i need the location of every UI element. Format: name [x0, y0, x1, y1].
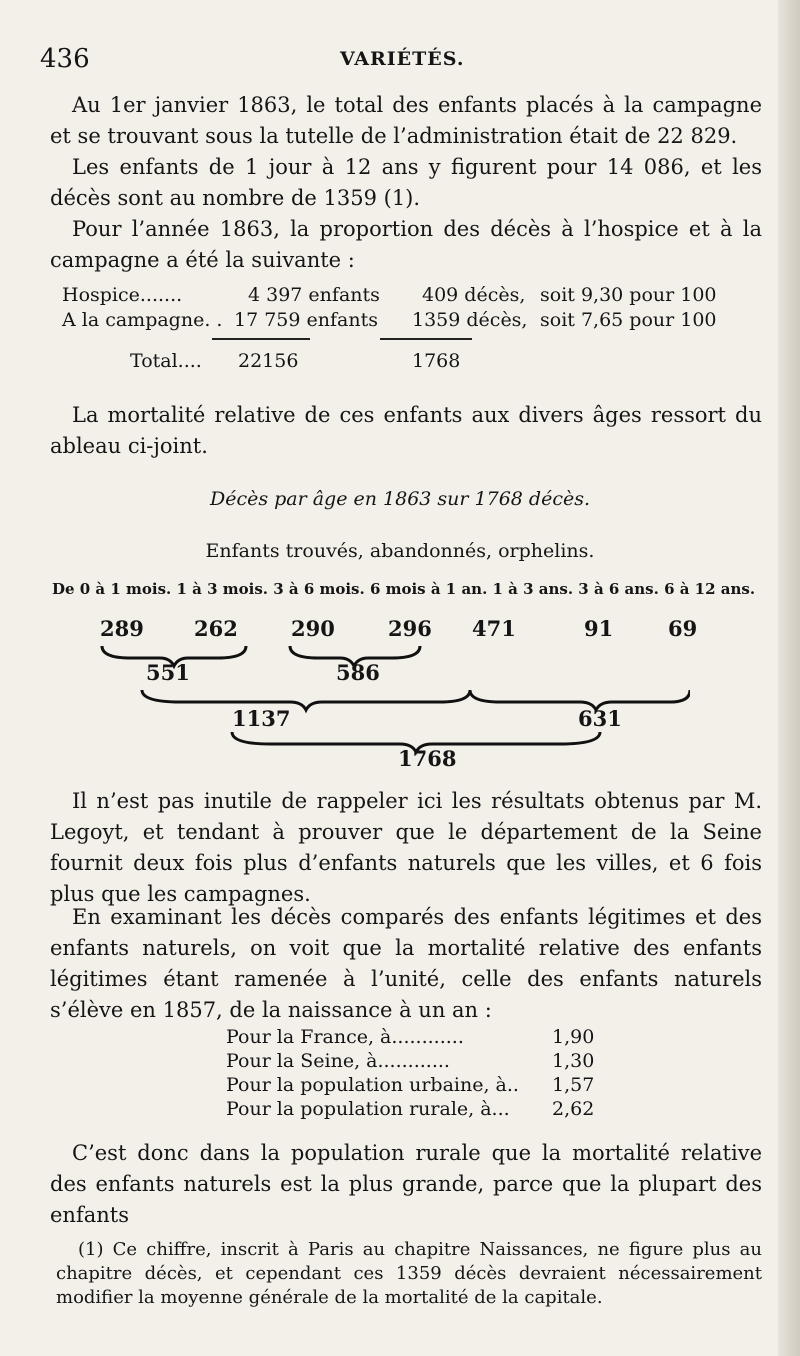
footnote: (1) Ce chiffre, inscrit à Paris au chapitre Naissances, ne figure plus au chapitre décès, et cependant ces 1359 décès devraient nécessairement modifier la moyenne générale de la mortalité de la capitale. [56, 1239, 762, 1308]
paragraph-2: Les enfants de 1 jour à 12 ans y figurent pour 14 086, et les décès sont au nombre de 1359 (1). [50, 155, 762, 210]
row-deces: 409 décès, [422, 284, 526, 306]
page-edge [778, 0, 800, 1356]
running-head: VARIÉTÉS. [340, 48, 465, 70]
age-value: 262 [194, 616, 238, 641]
ratio-label: Pour la Seine, à............ [226, 1050, 450, 1072]
row-deces: 1359 décès, [412, 309, 528, 331]
age-value: 91 [584, 616, 614, 641]
sum-rule [212, 338, 310, 340]
page-header [40, 44, 760, 78]
ratio-value: 1,57 [552, 1074, 595, 1096]
ratio-value: 1,90 [552, 1026, 595, 1048]
ratio-label: Pour la population rurale, à... [226, 1098, 510, 1120]
age-header: De 0 à 1 mois. 1 à 3 mois. 3 à 6 mois. 6 mois à 1 an. 1 à 3 ans. 3 à 6 ans. 6 à 12 ans. [52, 580, 756, 598]
row-enfants: 4 397 enfants [248, 284, 380, 306]
row-soit: soit 7,65 pour 100 [540, 309, 717, 331]
paragraph-5: Il n’est pas inutile de rappeler ici les résultats obtenus par M. Legoyt, et tendant à prouver que le département de la Seine fournit deux fois plus d’enfants naturels que les villes, et 6 fois plus que les campagnes. [50, 789, 762, 906]
total-label: Total.... [130, 350, 202, 372]
paragraph-6: En examinant les décès comparés des enfants légitimes et des enfants naturels, on voit que la mortalité relative des enfants légitimes étant ramenée à l’unité, celle des enfants naturels s’élève en 1857, de la naissance à un an : [50, 905, 762, 1022]
sum-rule [380, 338, 472, 340]
row-label: Hospice....... [62, 284, 183, 306]
row-soit: soit 9,30 pour 100 [540, 284, 717, 306]
group-total: 631 [578, 706, 622, 731]
total-enfants: 22156 [238, 350, 299, 372]
group-total: 1137 [232, 706, 291, 731]
ratio-label: Pour la population urbaine, à.. [226, 1074, 519, 1096]
age-value: 289 [100, 616, 144, 641]
ratio-value: 2,62 [552, 1098, 595, 1120]
row-label: A la campagne. . [62, 309, 223, 331]
age-value: 471 [472, 616, 516, 641]
total-deces: 1768 [412, 350, 461, 372]
age-table-subtitle: Enfants trouvés, abandonnés, orphelins. [205, 540, 595, 562]
page-number: 436 [40, 44, 90, 74]
age-table-title: Décès par âge en 1863 sur 1768 décès. [209, 488, 591, 510]
paragraph-7: C’est donc dans la population rurale que la mortalité relative des enfants naturels est la plus grande, parce que la plupart des enfants [50, 1141, 762, 1227]
subtotal: 586 [336, 660, 380, 685]
age-value: 290 [291, 616, 335, 641]
ratio-label: Pour la France, à............ [226, 1026, 464, 1048]
grand-total: 1768 [398, 746, 457, 771]
age-value: 296 [388, 616, 432, 641]
paragraph-4: La mortalité relative de ces enfants aux divers âges ressort du ableau ci-joint. [50, 403, 762, 458]
ratio-value: 1,30 [552, 1050, 595, 1072]
subtotal: 551 [146, 660, 190, 685]
paragraph-1: Au 1er janvier 1863, le total des enfants placés à la campagne et se trouvant sous la tutelle de l’administration était de 22 829. [50, 93, 762, 148]
brace-1137 [142, 690, 470, 710]
paragraph-3: Pour l’année 1863, la proportion des décès à l’hospice et à la campagne a été la suivante : [50, 217, 762, 272]
row-enfants: 17 759 enfants [234, 309, 378, 331]
age-value: 69 [668, 616, 698, 641]
